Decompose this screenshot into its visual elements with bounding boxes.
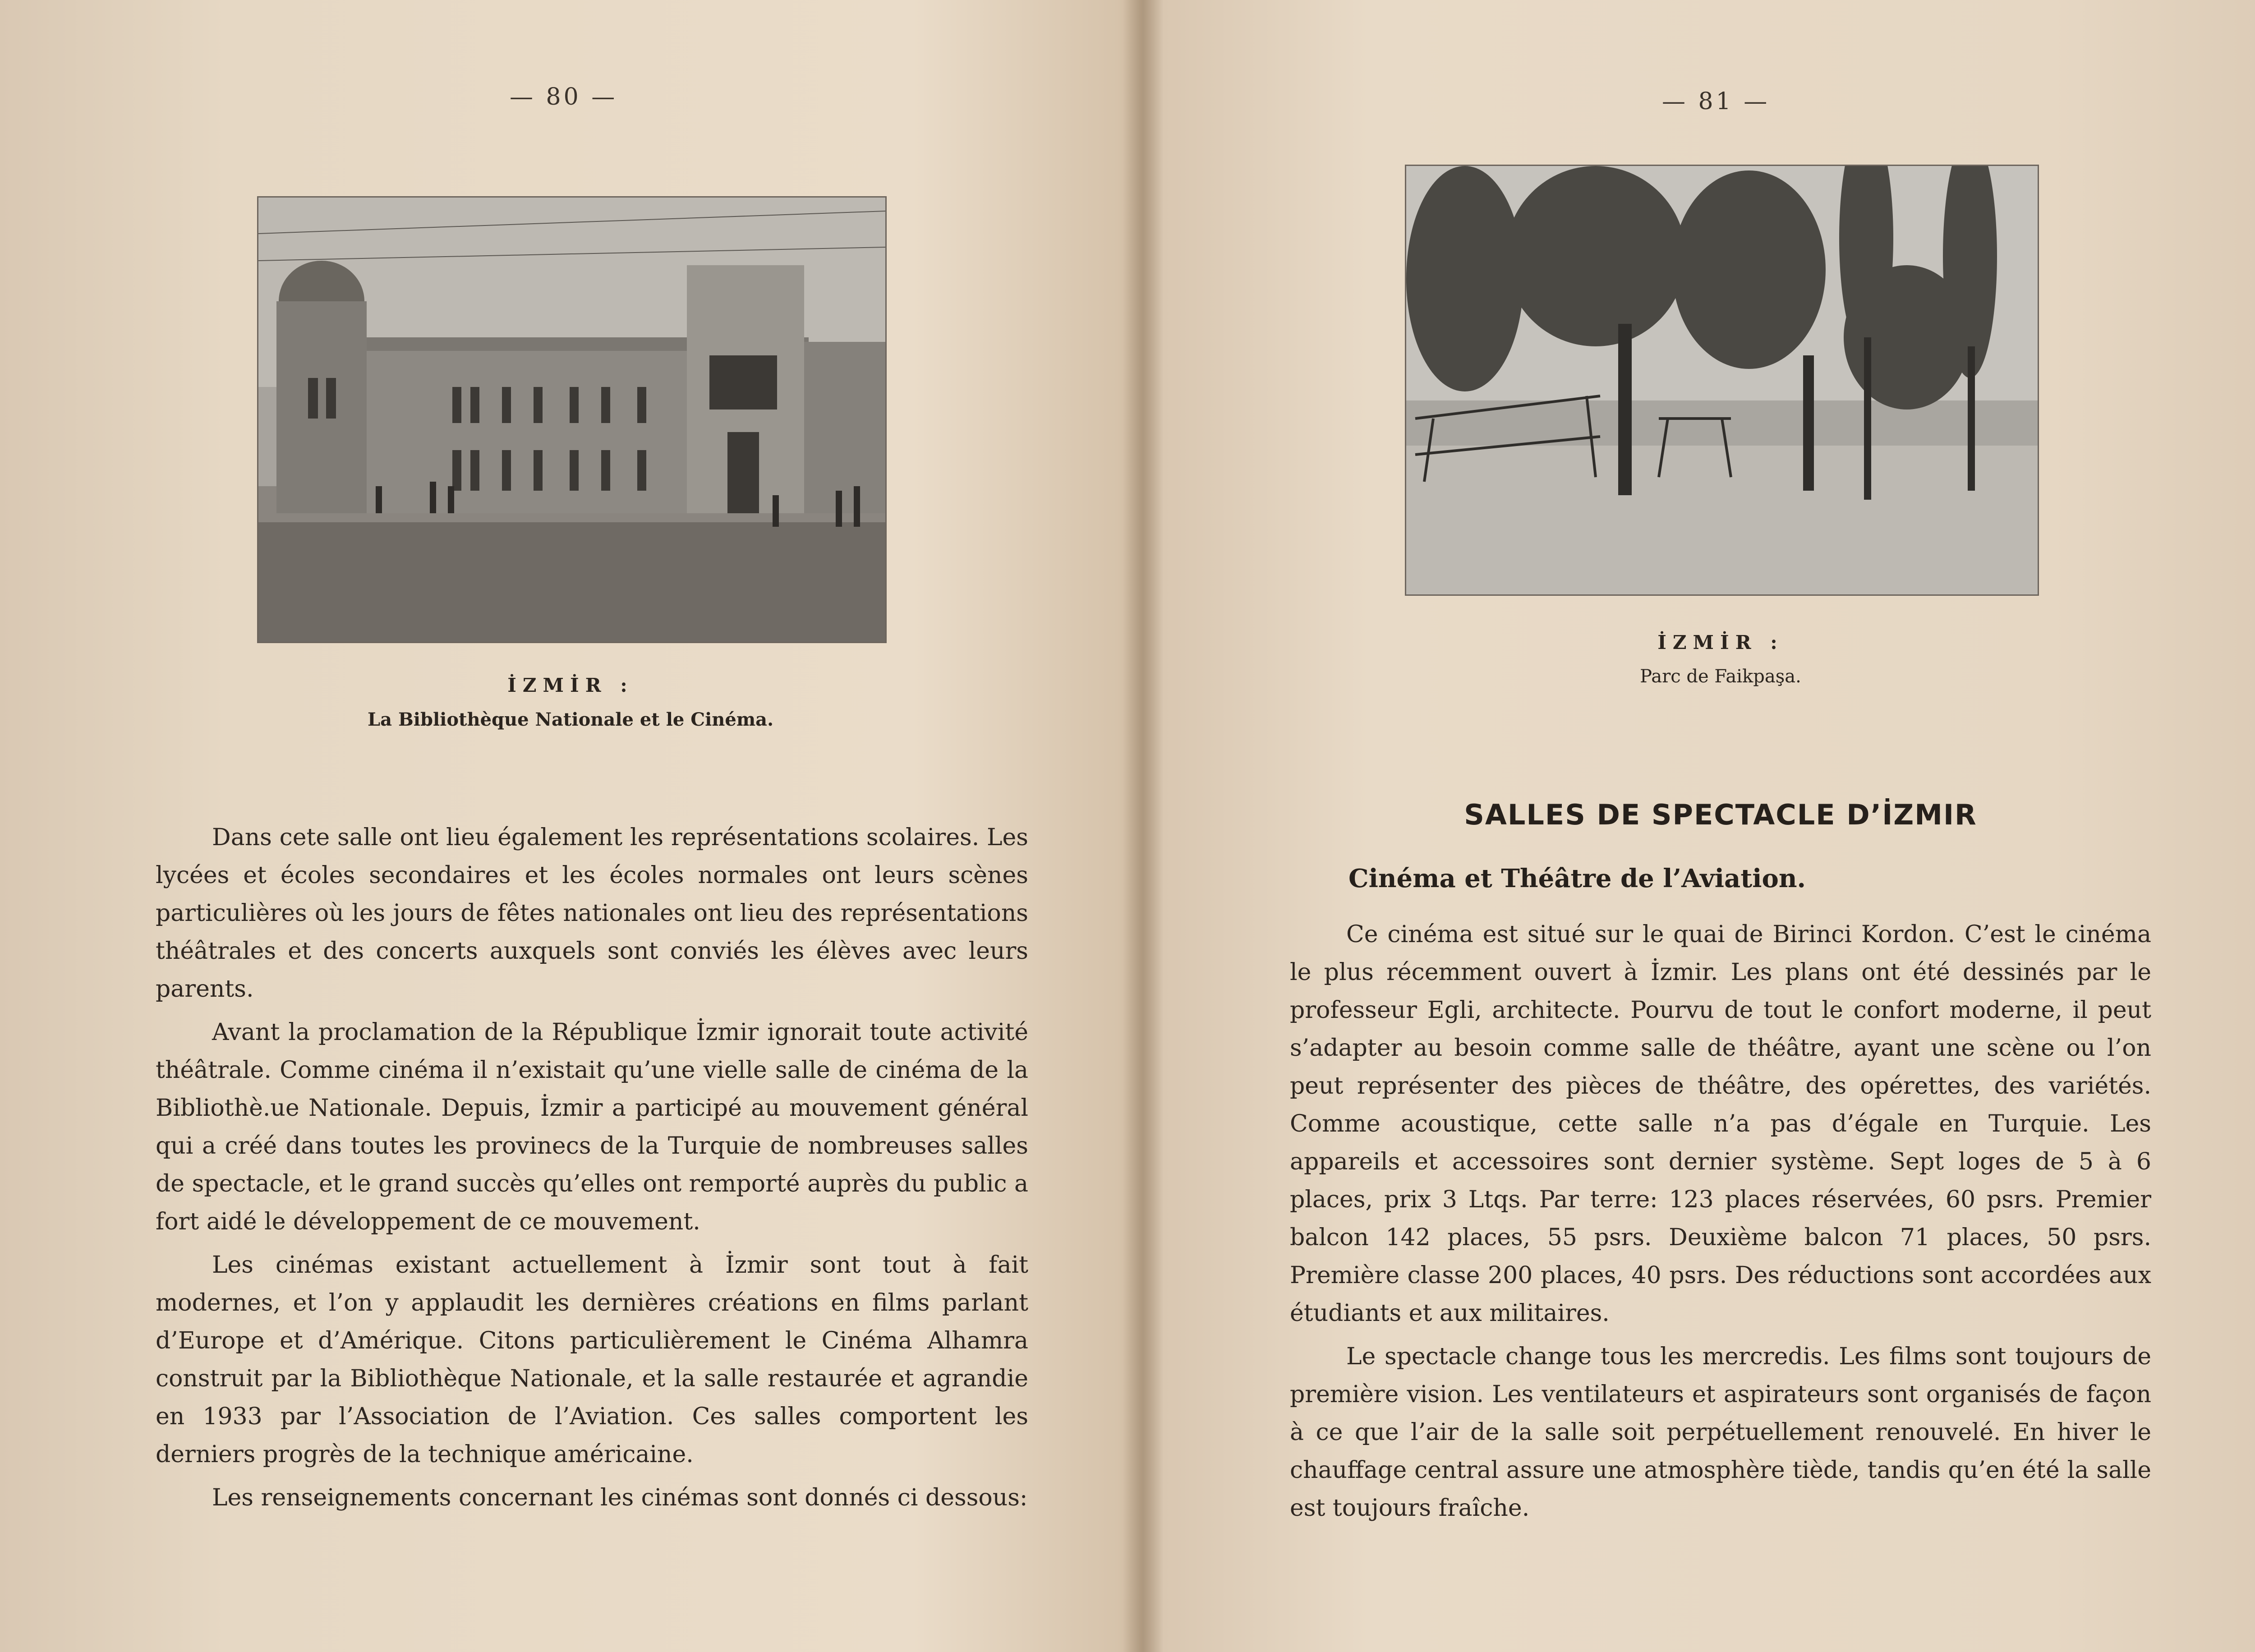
page-number: — 80 —	[510, 83, 618, 110]
caption-subtitle: Parc de Faikpaşa.	[1640, 666, 1801, 687]
paragraph: Les cinémas existant actuellement à İzmir sont tout à fait modernes, et l’on y applaudit les dernières créations en films parlant d’Europe et d’Amérique. Citons particulièrement le Cinéma Alhamra construit par la Bibliothèque Nationale, et la salle restaurée et agrandie en 1933 par l’Association de l’Aviation. Ces salles comportent les derniers progrès de la technique américaine.	[156, 1252, 1028, 1468]
right-photo-caption	[1405, 631, 2036, 687]
left-body-text	[156, 819, 1028, 1517]
library-cinema-photo	[257, 196, 887, 643]
caption-place: İZMİR :	[1657, 631, 1784, 653]
section-title: SALLES DE SPECTACLE D’İZMIR	[1464, 798, 1977, 831]
park-image	[1406, 166, 2038, 594]
paragraph: Dans cete salle ont lieu également les représentations scolaires. Les lycées et écoles secondaires et les écoles normales ont leurs scènes particulières où les jours de fêtes nationales ont lieu des représentations théâtrales et des concerts auxquels sont conviés les élèves avec leurs parents.	[156, 824, 1028, 1003]
page-number: — 81 —	[1662, 88, 1770, 115]
left-photo-caption	[257, 674, 884, 730]
right-page	[1143, 0, 2255, 1652]
paragraph: Ce cinéma est situé sur le quai de Birinci Kordon. C’est le cinéma le plus récemment ouvert à İzmir. Les plans ont été dessinés par le professeur Egli, architecte. Pourvu de tout le confort moderne, il peut s’adapter au besoin comme salle de théâtre, ayant une scène ou l’on peut représenter des pièces de théâtre, des opérettes, des variétés. Comme acoustique, cette salle n’a pas d’égale en Turquie. Les appareils et accessoires sont dernier système. Sept loges de 5 à 6 places, prix 3 Ltqs. Par terre: 123 places réservées, 60 psrs. Premier balcon 142 places, 55 psrs. Deuxième balcon 71 places, 50 psrs. Première classe 200 places, 40 psrs. Des réductions sont accordées aux étudiants et aux militaires.	[1290, 921, 2151, 1327]
caption-subtitle: La Bibliothèque Nationale et le Cinéma.	[368, 709, 773, 730]
library-building-image	[258, 198, 885, 642]
paragraph: Avant la proclamation de la République İzmir ignorait toute activité théâtrale. Comme cinéma il n’existait qu’une vielle salle de cinéma de la Bibliothè.ue Nationale. Depuis, İzmir a participé au mouvement général qui a créé dans toutes les provinecs de la Turquie de nombreuses salles de spectacle, et le grand succès qu’elles ont remporté auprès du public a fort aidé le développement de ce mouvement.	[156, 1019, 1028, 1235]
paragraph: Le spectacle change tous les mercredis. Les films sont toujours de première vision. Les ventilateurs et aspirateurs sont organisés de façon à ce que l’air de la salle soit perpétuellement renouvelé. En hiver le chauffage central assure une atmosphère tiède, tandis qu’en été la salle est toujours fraîche.	[1290, 1343, 2151, 1522]
right-body-text	[1290, 916, 2151, 1527]
sub-heading: Cinéma et Théâtre de l’Aviation.	[1348, 864, 1806, 893]
paragraph: Les renseignements concernant les cinémas sont donnés ci dessous:	[212, 1484, 1028, 1511]
caption-place: İZMİR :	[507, 674, 634, 696]
park-photo	[1405, 165, 2039, 596]
